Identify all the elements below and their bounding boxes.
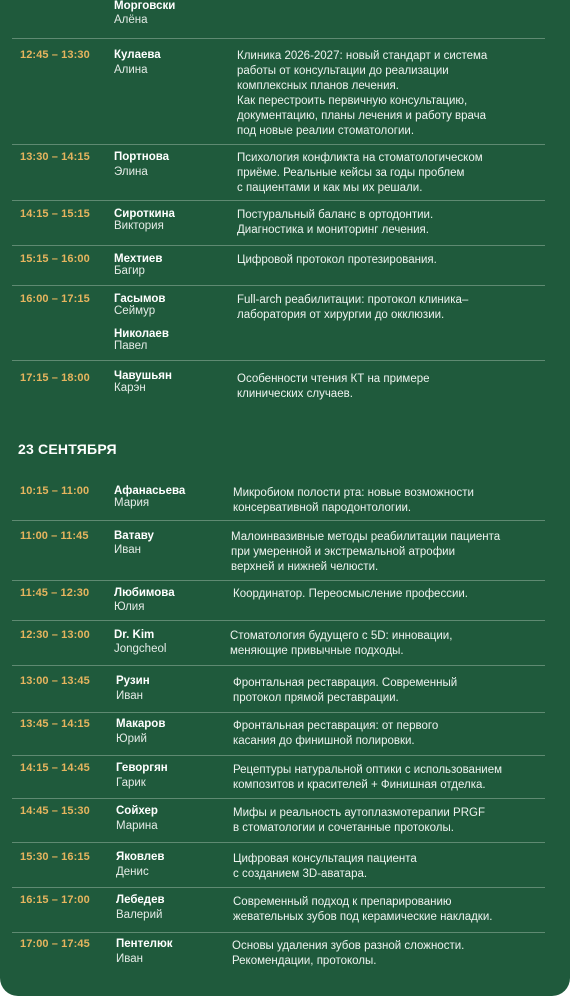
divider bbox=[12, 712, 545, 713]
speaker-firstname: Карэн bbox=[114, 382, 146, 394]
session-time: 12:45 – 13:30 bbox=[20, 49, 90, 61]
divider bbox=[12, 665, 545, 666]
session-time: 15:30 – 16:15 bbox=[20, 851, 90, 863]
day-heading: 23 СЕНТЯБРЯ bbox=[18, 441, 117, 457]
session-time: 13:00 – 13:45 bbox=[20, 675, 90, 687]
session-time: 13:30 – 14:15 bbox=[20, 151, 90, 163]
session-topic: Микробиом полости рта: новые возможности консервативной пародонтологии. bbox=[233, 487, 474, 514]
speaker-firstname: Юрий bbox=[116, 733, 147, 745]
session-topic: Современный подход к препарированию жевательных зубов под керамические накладки. bbox=[233, 896, 493, 923]
session-topic: Особенности чтения КТ на примере клинических случаев. bbox=[237, 373, 430, 400]
session-time: 17:15 – 18:00 bbox=[20, 372, 90, 384]
speaker-firstname: Мария bbox=[114, 497, 150, 509]
session-topic: Основы удаления зубов разной сложности. Рекомендации, протоколы. bbox=[232, 940, 465, 967]
divider bbox=[12, 520, 545, 521]
speaker-firstname: Иван bbox=[116, 953, 143, 965]
divider bbox=[12, 285, 545, 286]
speaker-firstname: Алёна bbox=[114, 14, 148, 26]
speaker-surname: Геворгян bbox=[116, 762, 168, 774]
session-topic: Рецептуры натуральной оптики с использованием композитов и красителей + Финишная отделка. bbox=[233, 764, 503, 791]
divider bbox=[12, 580, 545, 581]
session-topic: Мифы и реальность аутоплазмотерапии PRGF в стоматологии и сочетанные протоколы. bbox=[233, 807, 486, 834]
session-time: 16:15 – 17:00 bbox=[20, 894, 90, 906]
speaker-firstname: Jongcheol bbox=[114, 643, 167, 655]
session-topic: Стоматология будущего с 5D: инновации, меняющие привычные подходы. bbox=[230, 630, 453, 657]
divider bbox=[12, 144, 545, 145]
speaker-firstname: Сеймур bbox=[114, 305, 156, 317]
speaker-surname: Dr. Kim bbox=[114, 629, 155, 641]
speaker-surname: Пентелюк bbox=[116, 938, 173, 950]
speaker-surname: Ватаву bbox=[114, 530, 154, 542]
divider bbox=[12, 200, 545, 201]
divider bbox=[12, 932, 545, 933]
speaker-firstname: Гарик bbox=[116, 777, 146, 789]
speaker-surname: Макаров bbox=[116, 718, 166, 730]
session-topic: Малоинвазивные методы реабилитации пациента при умеренной и экстремальной атрофии верхней и нижней челюсти. bbox=[231, 531, 501, 573]
session-time: 16:00 – 17:15 bbox=[20, 293, 90, 305]
divider bbox=[12, 38, 545, 39]
speaker-surname: Рузин bbox=[116, 675, 150, 687]
speaker-surname: Чавушьян bbox=[114, 370, 172, 382]
session-time: 10:15 – 11:00 bbox=[20, 485, 90, 497]
speaker-surname: Гасымов bbox=[114, 293, 166, 305]
session-topic: Цифровой протокол протезирования. bbox=[237, 254, 437, 266]
session-topic: Психология конфликта на стоматологическом приёме. Реальные кейсы за годы проблем с пациентами и как мы их решали. bbox=[237, 152, 483, 194]
session-time: 14:15 – 15:15 bbox=[20, 208, 90, 220]
speaker-firstname: Валерий bbox=[116, 909, 163, 921]
session-topic: Клиника 2026-2027: новый стандарт и система работы от консультации до реализации комплексных планов лечения. Как перестроить первичную консультацию, документацию, планы лечения и работу врача под новые реалии стоматологии. bbox=[237, 50, 488, 137]
session-time: 15:15 – 16:00 bbox=[20, 253, 90, 265]
speaker-surname: Афанасьева bbox=[114, 485, 186, 497]
session-topic: Фронтальная реставрация. Современный протокол прямой реставрации. bbox=[233, 677, 458, 704]
speaker-surname: Яковлев bbox=[116, 851, 165, 863]
speaker-firstname: Павел bbox=[114, 340, 148, 352]
speaker-firstname: Иван bbox=[114, 544, 141, 556]
divider bbox=[12, 798, 545, 799]
session-time: 17:00 – 17:45 bbox=[20, 938, 90, 950]
speaker-firstname: Элина bbox=[114, 166, 148, 178]
speaker-surname: Сироткина bbox=[114, 208, 175, 220]
session-time: 14:45 – 15:30 bbox=[20, 805, 90, 817]
speaker-firstname: Юлия bbox=[114, 601, 145, 613]
speaker-surname: Сойхер bbox=[116, 805, 158, 817]
speaker-surname: Николаев bbox=[114, 328, 169, 340]
session-topic: Координатор. Переосмысление профессии. bbox=[233, 588, 468, 600]
speaker-firstname: Багир bbox=[114, 265, 145, 277]
divider bbox=[12, 245, 545, 246]
session-topic: Фронтальная реставрация: от первого касания до финишной полировки. bbox=[233, 720, 439, 747]
session-time: 11:00 – 11:45 bbox=[20, 530, 89, 542]
speaker-surname: Портнова bbox=[114, 151, 170, 163]
speaker-surname: Лебедев bbox=[116, 894, 165, 906]
speaker-surname: Морговски bbox=[114, 0, 176, 12]
speaker-firstname: Денис bbox=[116, 866, 149, 878]
divider bbox=[12, 755, 545, 756]
session-topic: Постуральный баланс в ортодонтии. Диагностика и мониторинг лечения. bbox=[237, 209, 434, 236]
speaker-surname: Любимова bbox=[114, 587, 175, 599]
session-topic: Цифровая консультация пациента с созданием 3D-аватара. bbox=[233, 853, 417, 880]
session-topic: Full-arch реабилитации: протокол клиника– лаборатория от хирургии до окклюзии. bbox=[237, 294, 469, 321]
session-time: 13:45 – 14:15 bbox=[20, 718, 90, 730]
speaker-firstname: Алина bbox=[114, 64, 148, 76]
speaker-surname: Мехтиев bbox=[114, 253, 163, 265]
divider bbox=[12, 360, 545, 361]
speaker-firstname: Виктория bbox=[114, 220, 164, 232]
speaker-surname: Кулаева bbox=[114, 49, 161, 61]
speaker-firstname: Иван bbox=[116, 690, 143, 702]
divider bbox=[12, 620, 545, 621]
session-time: 11:45 – 12:30 bbox=[20, 587, 90, 599]
session-time: 12:30 – 13:00 bbox=[20, 629, 90, 641]
session-time: 14:15 – 14:45 bbox=[20, 762, 90, 774]
divider bbox=[12, 887, 545, 888]
divider bbox=[12, 842, 545, 843]
speaker-firstname: Марина bbox=[116, 820, 158, 832]
